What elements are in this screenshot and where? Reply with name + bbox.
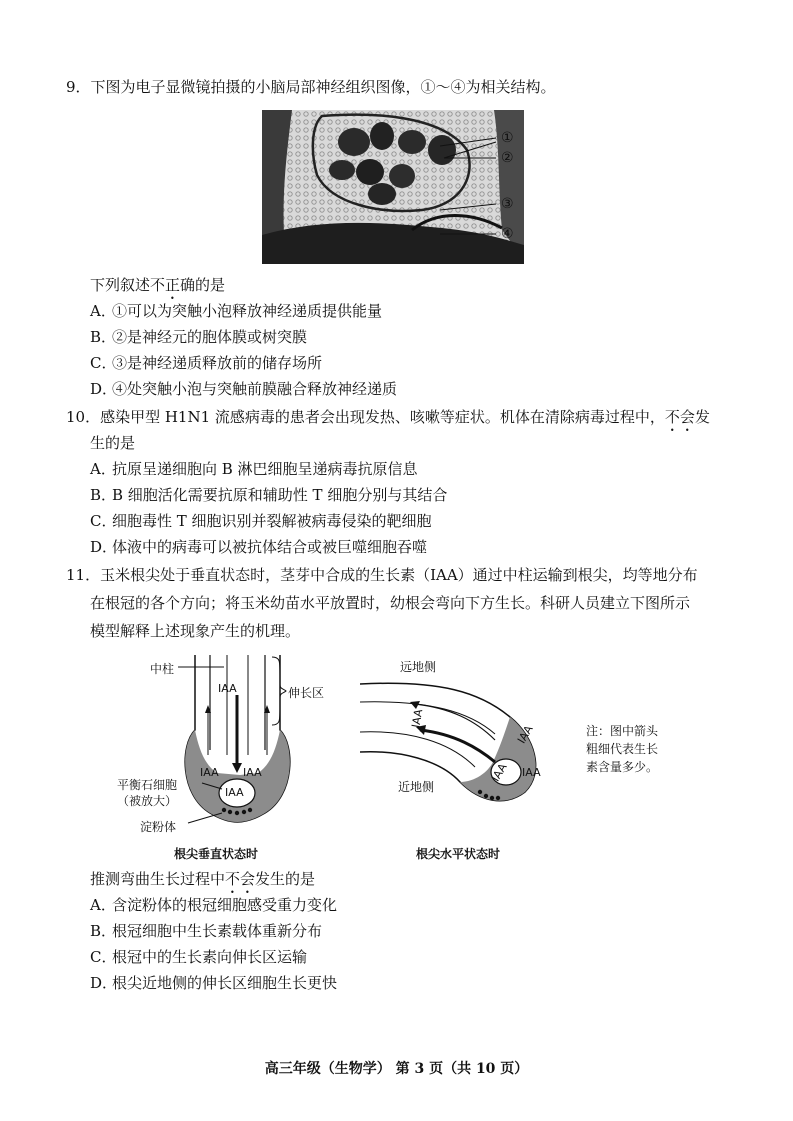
label-iaa-right: IAA: [243, 766, 262, 779]
note-line1: 注：图中箭头: [586, 724, 659, 738]
fig2-caption: 根尖水平状态时: [416, 847, 501, 861]
note-line3: 素含量多少。: [586, 760, 659, 774]
fig1-caption: 根尖垂直状态时: [174, 847, 259, 861]
label-iaa-center: IAA: [225, 786, 244, 799]
q11-option-b[interactable]: B．根冠细胞中生长素载体重新分布: [90, 922, 323, 940]
q11-prompt: 推测弯曲生长过程中不会发生的是: [90, 870, 316, 888]
label-beifangda: （被放大）: [117, 794, 178, 808]
label-iaa-left: IAA: [200, 766, 219, 779]
q11-option-d[interactable]: D．根尖近地侧的伸长区细胞生长更快: [90, 974, 338, 992]
q9-option-b[interactable]: B．②是神经元的胞体膜或树突膜: [90, 328, 308, 346]
q9-prompt: 下列叙述不正确的是: [90, 276, 226, 294]
label-pinghengshi: 平衡石细胞: [117, 778, 178, 792]
q9-option-a[interactable]: A．①可以为突触小泡释放神经递质提供能量: [90, 302, 383, 320]
label-iaa-h2: IAA: [515, 723, 536, 746]
root-horizontal-diagram: [360, 672, 560, 807]
label-iaa-top: IAA: [218, 682, 237, 695]
label-jindice: 近地侧: [398, 780, 435, 794]
note-line2: 粗细代表生长: [586, 742, 659, 756]
label-2: ②: [501, 150, 514, 166]
label-yuandice: 远地侧: [400, 660, 437, 674]
label-dianfenti: 淀粉体: [140, 820, 177, 834]
label-iaa-h1: IAA: [409, 708, 426, 729]
q9-stem: 9．下图为电子显微镜拍摄的小脑局部神经组织图像，①～④为相关结构。: [66, 78, 556, 96]
q11-option-c[interactable]: C．根冠中的生长素向伸长区运输: [90, 948, 308, 966]
label-zhongzhu: 中柱: [150, 662, 175, 676]
q11-option-a[interactable]: A．含淀粉体的根冠细胞感受重力变化: [90, 896, 338, 914]
q11-stem-line3: 模型解释上述现象产生的机理。: [90, 622, 301, 640]
q10-stem-line1: 10．感染甲型 H1N1 流感病毒的患者会出现发热、咳嗽等症状。机体在清除病毒过程中，不会发: [66, 408, 710, 426]
page-footer: 高三年级（生物学） 第 3 页（共 10 页）: [264, 1061, 529, 1077]
label-iaa-h3: IAA: [489, 761, 510, 784]
label-4: ④: [501, 226, 514, 242]
micrograph-leader-lines: [440, 128, 500, 240]
q9-option-d[interactable]: D．④处突触小泡与突触前膜融合释放神经递质: [90, 380, 398, 398]
label-1: ①: [501, 130, 514, 146]
label-shenchangqu: 伸长区: [288, 686, 325, 700]
q10-option-b[interactable]: B．B 细胞活化需要抗原和辅助性 T 细胞分别与其结合: [90, 486, 448, 504]
q10-option-d[interactable]: D．体液中的病毒可以被抗体结合或被巨噬细胞吞噬: [90, 538, 428, 556]
q11-stem-line2: 在根冠的各个方向；将玉米幼苗水平放置时，幼根会弯向下方生长。科研人员建立下图所示: [90, 594, 691, 612]
q10-stem-line2: 生的是: [90, 434, 136, 452]
q11-stem-line1: 11．玉米根尖处于垂直状态时，茎芽中合成的生长素（IAA）通过中柱运输到根尖，均等地分布: [66, 566, 698, 584]
q10-option-c[interactable]: C．细胞毒性 T 细胞识别并裂解被病毒侵染的靶细胞: [90, 512, 432, 530]
label-iaa-h4: IAA: [522, 766, 541, 779]
q9-option-c[interactable]: C．③是神经递质释放前的储存场所: [90, 354, 323, 372]
label-3: ③: [501, 196, 514, 212]
q10-option-a[interactable]: A．抗原呈递细胞向 B 淋巴细胞呈递病毒抗原信息: [90, 460, 418, 478]
